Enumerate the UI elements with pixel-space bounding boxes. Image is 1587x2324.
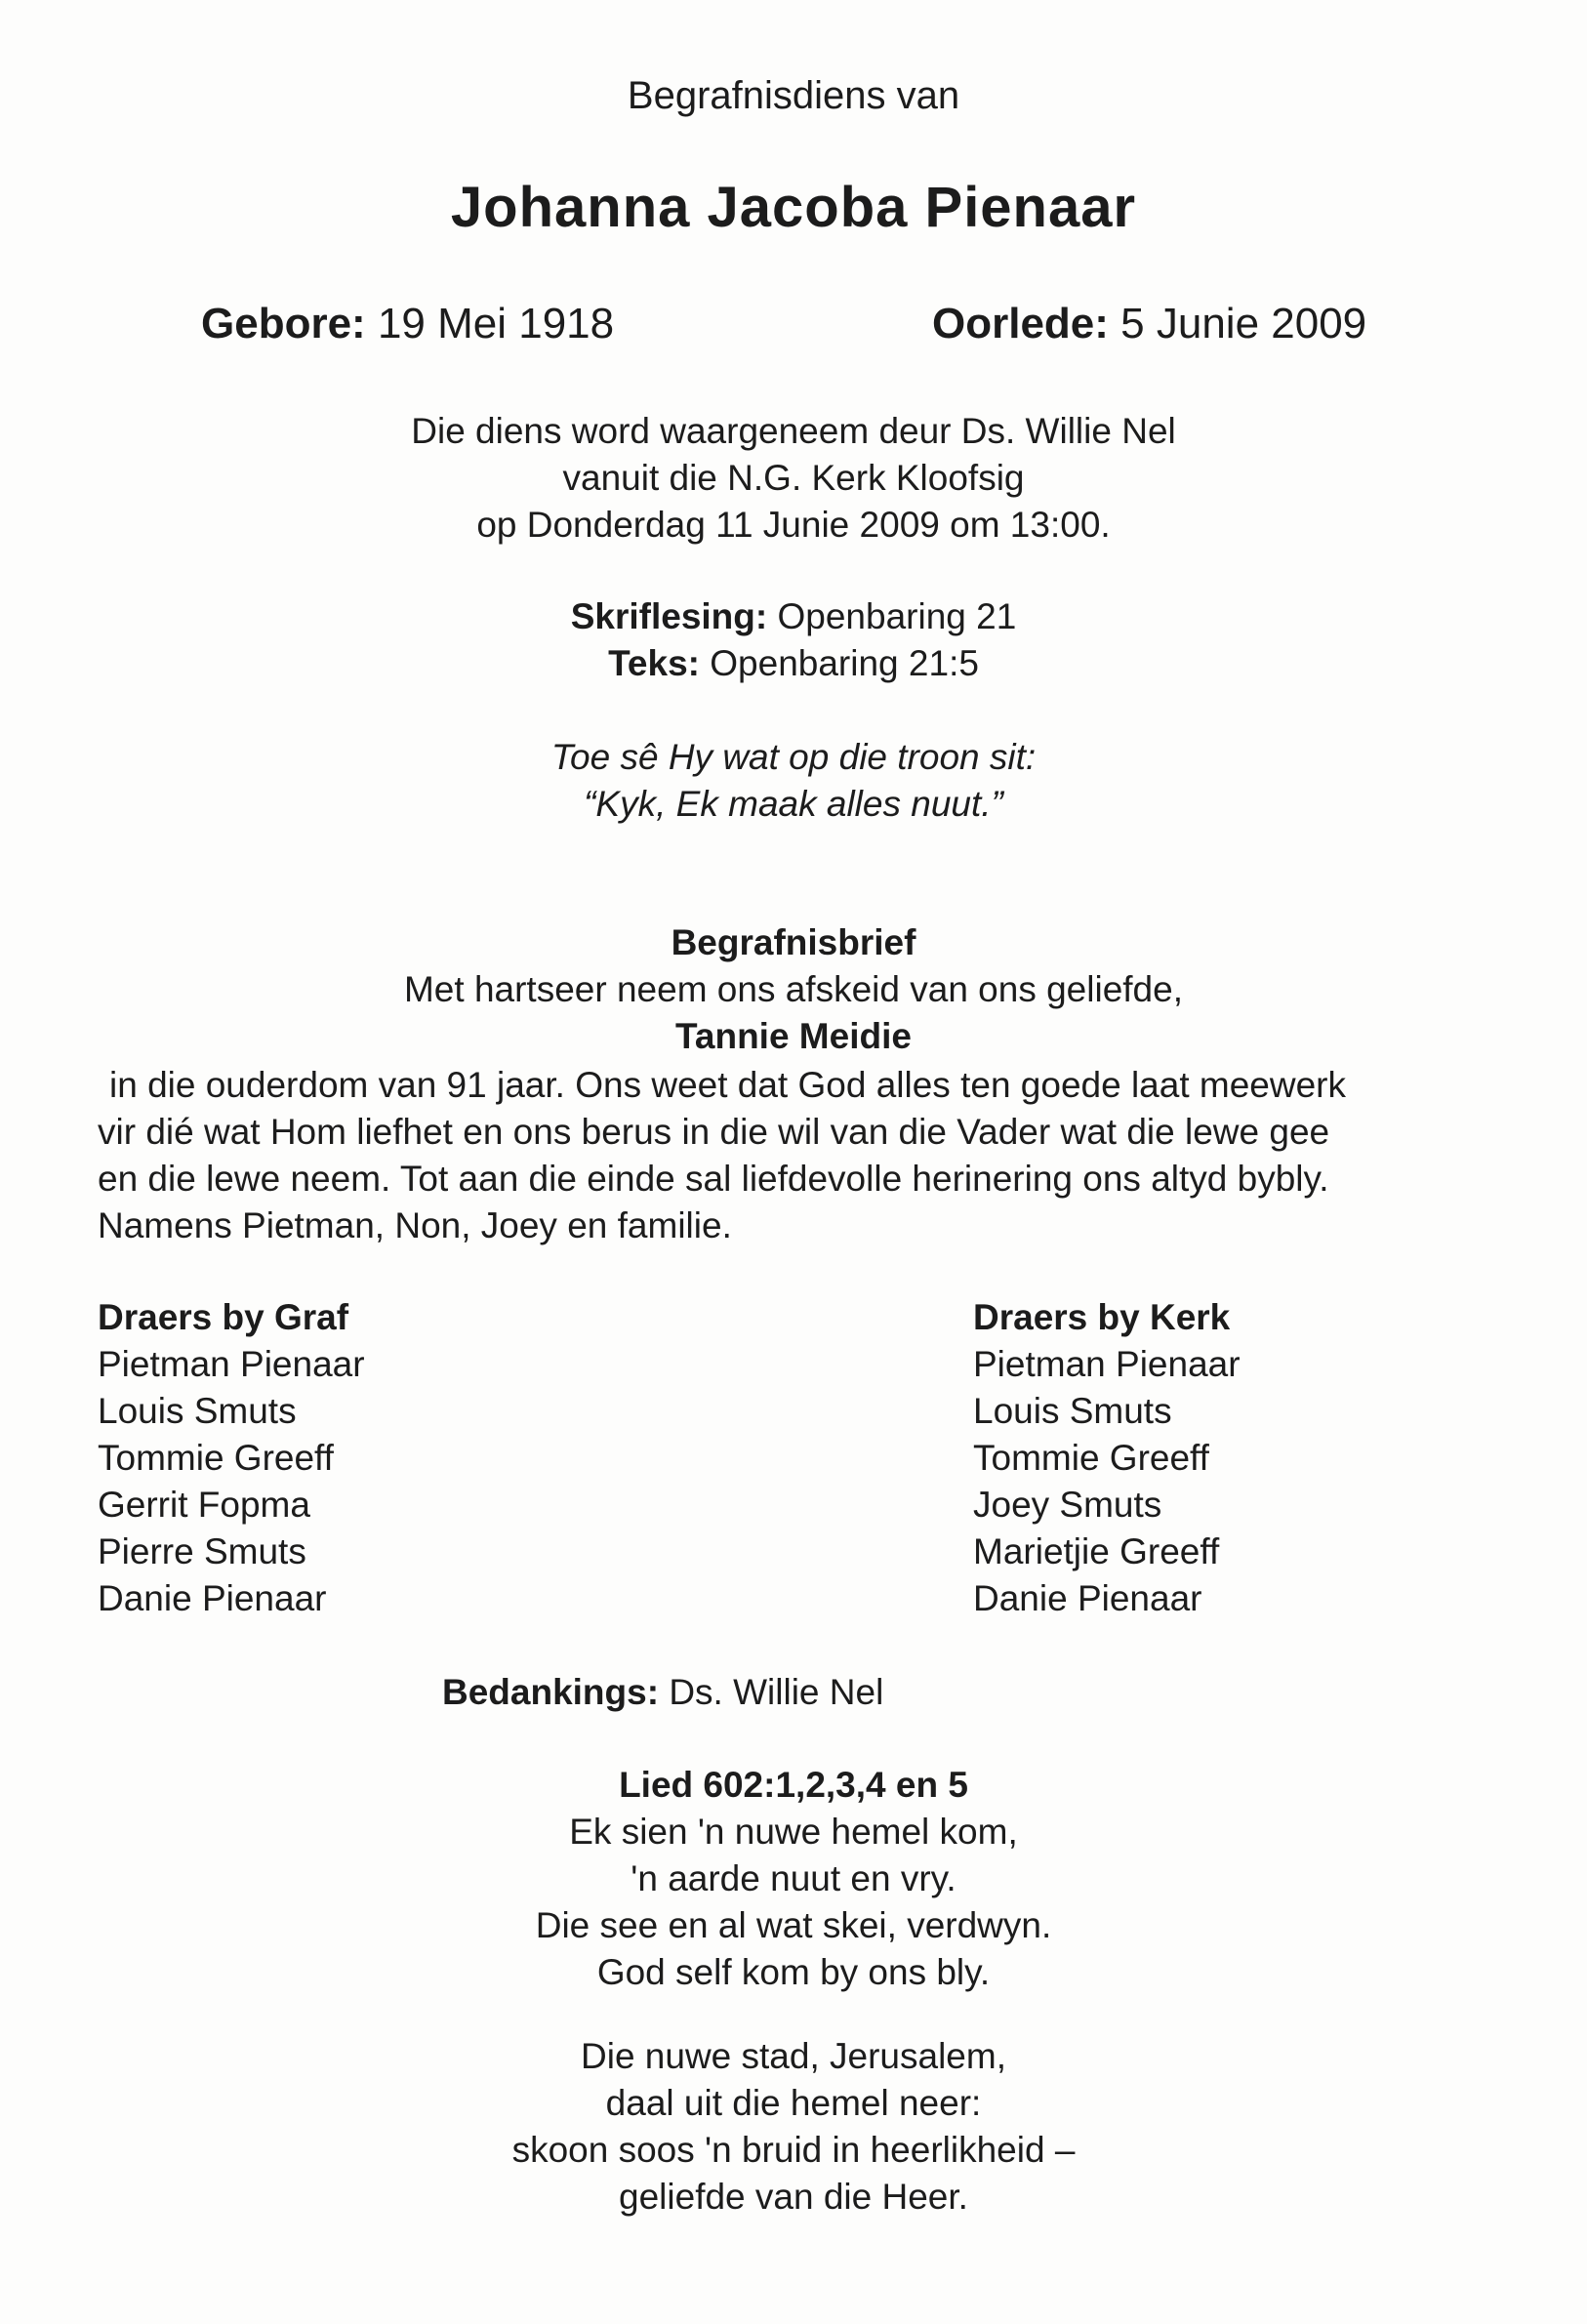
- list-item: Louis Smuts: [973, 1391, 1172, 1431]
- text-label: Teks:: [608, 643, 700, 683]
- service-line-3: op Donderdag 11 Junie 2009 om 13:00.: [476, 505, 1111, 545]
- born-date: 19 Mei 1918: [377, 300, 615, 347]
- thanks-label: Bedankings:: [442, 1672, 660, 1712]
- list-item: Danie Pienaar: [973, 1578, 1202, 1618]
- quote-line-2: “Kyk, Ek maak alles nuut.”: [584, 784, 1003, 824]
- hymn-verse2-line-3: skoon soos 'n bruid in heerlikheid –: [511, 2130, 1076, 2170]
- deceased-name: Johanna Jacoba Pienaar: [450, 176, 1137, 239]
- letter-body-line-3: en die lewe neem. Tot aan die einde sal liefdevolle herinering ons altyd bybly.: [98, 1159, 1329, 1199]
- service-line-2: vanuit die N.G. Kerk Kloofsig: [562, 458, 1025, 498]
- letter-body-line-1: in die ouderdom van 91 jaar. Ons weet dat God alles ten goede laat meewerk: [109, 1065, 1346, 1105]
- sermon-text: [0, 640, 1587, 687]
- list-item: Joey Smuts: [973, 1485, 1162, 1525]
- list-item: Gerrit Fopma: [98, 1485, 310, 1525]
- born-line: [201, 297, 614, 351]
- died-line: [932, 297, 1366, 351]
- list-item: Tommie Greeff: [973, 1438, 1209, 1478]
- service-line-1: Die diens word waargeneem deur Ds. Willie Nel: [411, 411, 1176, 451]
- reading-value: Openbaring 21: [777, 596, 1017, 636]
- list-item: Pierre Smuts: [98, 1531, 306, 1571]
- hymn-verse2-line-1: Die nuwe stad, Jerusalem,: [581, 2036, 1006, 2076]
- text-value: Openbaring 21:5: [710, 643, 979, 683]
- scripture-reading: [0, 593, 1587, 640]
- letter-body-line-4: Namens Pietman, Non, Joey en familie.: [98, 1205, 732, 1245]
- list-item: Pietman Pienaar: [98, 1344, 365, 1384]
- hymn-verse1-line-4: God self kom by ons bly.: [596, 1952, 991, 1992]
- quote-line-1: Toe sê Hy wat op die troon sit:: [550, 737, 1037, 777]
- died-date: 5 Junie 2009: [1120, 300, 1367, 347]
- hymn-verse2-line-4: geliefde van die Heer.: [619, 2177, 968, 2217]
- thanks-value: Ds. Willie Nel: [669, 1672, 884, 1712]
- bearers-grave-heading: Draers by Graf: [98, 1297, 349, 1337]
- letter-nickname: Tannie Meidie: [675, 1016, 912, 1056]
- bearers-church: [973, 1294, 1241, 1622]
- died-label: Oorlede:: [932, 300, 1109, 347]
- letter-heading: Begrafnisbrief: [671, 922, 916, 962]
- bearers-grave: [98, 1294, 365, 1622]
- pretitle: Begrafnisdiens van: [627, 74, 960, 117]
- list-item: Danie Pienaar: [98, 1578, 327, 1618]
- thanks-line: [442, 1669, 883, 1716]
- born-label: Gebore:: [201, 300, 366, 347]
- hymn-verse1-line-3: Die see en al wat skei, verdwyn.: [535, 1905, 1052, 1945]
- hymn-heading: Lied 602:1,2,3,4 en 5: [619, 1765, 968, 1805]
- bearers-church-heading: Draers by Kerk: [973, 1297, 1231, 1337]
- list-item: Louis Smuts: [98, 1391, 297, 1431]
- list-item: Marietjie Greeff: [973, 1531, 1220, 1571]
- list-item: Tommie Greeff: [98, 1438, 334, 1478]
- reading-label: Skriflesing:: [570, 596, 768, 636]
- letter-body-line-2: vir dié wat Hom liefhet en ons berus in die wil van die Vader wat die lewe gee: [98, 1112, 1330, 1152]
- hymn-verse2-line-2: daal uit die hemel neer:: [605, 2083, 982, 2123]
- hymn-verse1-line-2: 'n aarde nuut en vry.: [631, 1858, 956, 1898]
- list-item: Pietman Pienaar: [973, 1344, 1241, 1384]
- hymn-verse1-line-1: Ek sien 'n nuwe hemel kom,: [569, 1812, 1018, 1852]
- letter-intro: Met hartseer neem ons afskeid van ons geliefde,: [403, 969, 1183, 1009]
